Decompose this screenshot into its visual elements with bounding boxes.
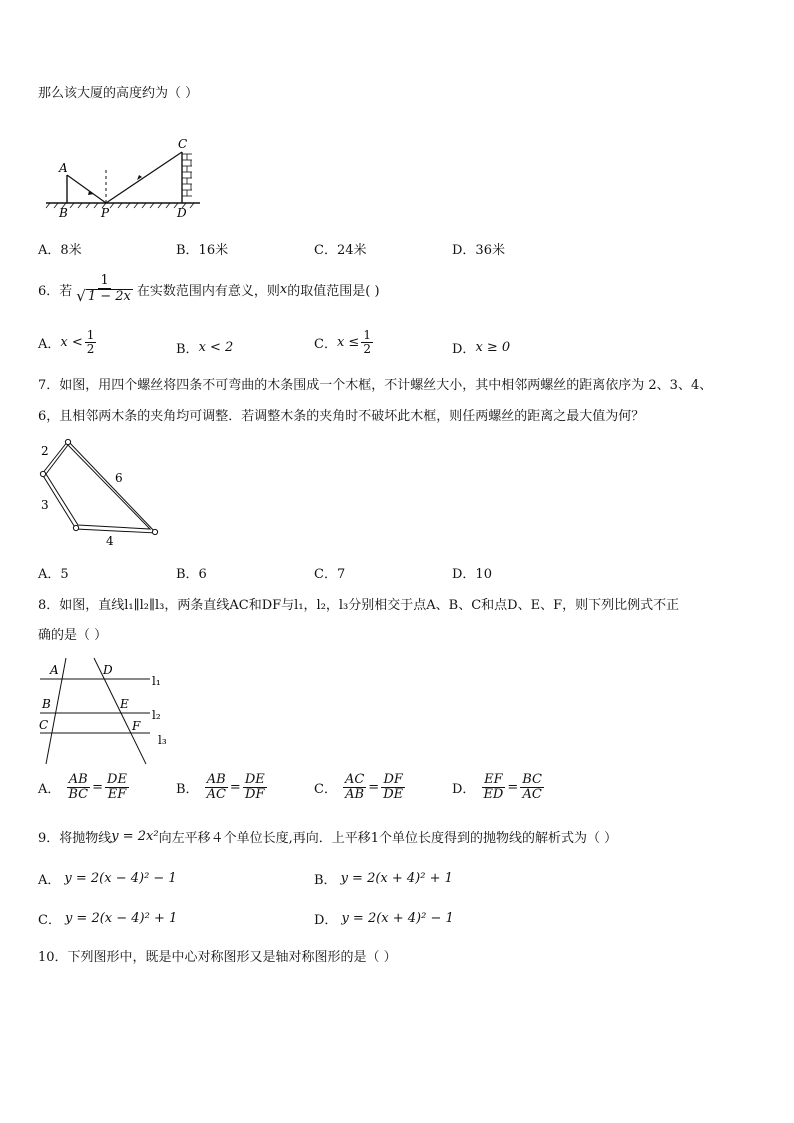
side-6: 6 xyxy=(115,471,123,485)
q6-option-d[interactable]: D． x ≥ 0 xyxy=(452,340,511,357)
q5-option-d[interactable]: D．36米 xyxy=(452,243,505,258)
q9-expr: y = 2x² xyxy=(111,829,159,844)
side-2: 2 xyxy=(41,444,49,458)
side-4: 4 xyxy=(106,534,114,548)
q9-stem xyxy=(38,827,617,846)
q7-option-c[interactable]: C．7 xyxy=(314,567,346,582)
q7-option-a[interactable]: A．5 xyxy=(38,567,69,582)
q6-fraction: 1 √ 1 − 2x xyxy=(76,273,131,305)
q7-option-b[interactable]: B．6 xyxy=(176,567,207,582)
label-l2: l₂ xyxy=(152,708,161,722)
q6-option-c[interactable]: C． x ≤ $\frac{1}{2}$ xyxy=(314,328,371,356)
q8-text-line2: 确的是（ ） xyxy=(38,628,108,643)
q8-option-b[interactable]: B． $\frac{AB}{AC}$ = $\frac{DE}{DF}$ xyxy=(176,772,265,802)
q6-option-b[interactable]: B． x < 2 xyxy=(176,340,234,357)
label-C: C xyxy=(178,137,188,151)
q5-option-c[interactable]: C．24米 xyxy=(314,243,367,258)
q5-option-a[interactable]: A．8米 xyxy=(38,243,82,258)
q9-option-a[interactable]: A． y = 2(x − 4)² − 1 xyxy=(38,871,177,888)
q9-suffix: 向左平移４个单位长度,再向．上平移1个单位长度得到的抛物线的解析式为（ ） xyxy=(158,831,618,846)
q7-text-line2: 6，且相邻两木条的夹角均可调整．若调整木条的夹角时不破坏此木框，则任两螺丝的距离之最大值为何？ xyxy=(38,409,645,424)
q7-option-d[interactable]: D．10 xyxy=(452,567,492,582)
q7-text-line1: 7．如图，用四个螺丝将四条不可弯曲的木条围成一个木框，不计螺丝大小，其中相邻两螺丝的距离依序为 2、3、4、 xyxy=(38,378,713,393)
label-l3: l₃ xyxy=(158,733,167,747)
q8-option-d[interactable]: D． $\frac{EF}{ED}$ = $\frac{BC}{AC}$ xyxy=(452,772,543,802)
q8-parallel-lines-figure xyxy=(36,656,171,766)
q9-option-b[interactable]: B． y = 2(x + 4)² + 1 xyxy=(314,871,453,888)
q7-frame-figure xyxy=(36,432,166,550)
side-3: 3 xyxy=(41,498,49,512)
label-E: E xyxy=(120,697,129,711)
q5-text: 那么该大厦的高度约为（ ） xyxy=(38,86,199,101)
label-D: D xyxy=(177,206,187,220)
label-A: A xyxy=(59,161,68,175)
q6-suffix2: 的取值范围是( ) xyxy=(287,283,380,299)
q9-option-c[interactable]: C． y = 2(x − 4)² + 1 xyxy=(38,911,178,928)
q6-suffix1: 在实数范围内有意义，则 xyxy=(136,283,280,299)
q9-prefix: 9．将抛物线 xyxy=(38,831,112,846)
label-B: B xyxy=(59,206,68,220)
q5-figure xyxy=(40,134,205,222)
label-F: F xyxy=(132,719,141,733)
label-B: B xyxy=(42,697,51,711)
q6-prefix: 6．若 xyxy=(38,283,73,299)
q8-option-a[interactable]: A． $\frac{AB}{BC}$ = $\frac{DE}{EF}$ xyxy=(38,772,127,802)
q10-text: 10．下列图形中，既是中心对称图形又是轴对称图形的是（ ） xyxy=(38,950,397,965)
q6-option-a[interactable]: A． x < $\frac{1}{2}$ xyxy=(38,328,95,356)
q5-option-b[interactable]: B．16米 xyxy=(176,243,229,258)
q8-option-c[interactable]: C． $\frac{AC}{AB}$ = $\frac{DF}{DE}$ xyxy=(314,772,404,802)
label-l1: l₁ xyxy=(152,674,161,688)
label-C: C xyxy=(39,718,49,732)
q8-text-line1: 8．如图，直线l₁∥l₂∥l₃，两条直线AC和DF与l₁，l₂，l₃分别相交于点A、B、C和点D、E、F，则下列比例式不正 xyxy=(38,598,680,613)
label-P: P xyxy=(101,206,110,220)
label-D: D xyxy=(103,663,113,677)
q6-stem xyxy=(38,274,380,304)
q6-var: x xyxy=(279,281,288,297)
q9-option-d[interactable]: D． y = 2(x + 4)² − 1 xyxy=(314,911,454,928)
label-A: A xyxy=(50,663,59,677)
